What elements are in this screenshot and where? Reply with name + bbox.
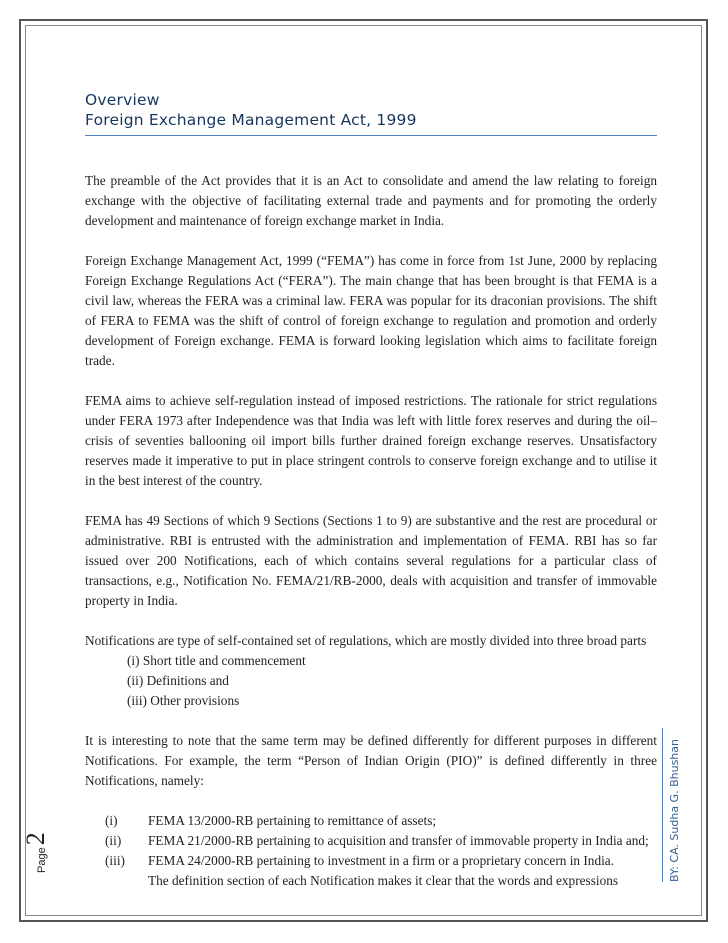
author-divider <box>662 728 663 882</box>
paragraph-fema-intro: Foreign Exchange Management Act, 1999 (“FEMA”) has come in force from 1st June, 2000 by replacing Foreign Exchange Regulations Act (“FERA”). The main change that has been brought is that FEMA is a civil law, whereas the FERA was a criminal law. FERA was popular for its draconian provisions. The shift of FERA to FEMA was the shift of control of foreign exchange to regulation and promotion and orderly development of Foreign exchange. FEMA is forward looking legislation which aims to facilitate foreign trade. <box>85 253 657 368</box>
paragraph-pio: It is interesting to note that the same term may be defined differently for different purposes in different Notifications. For example, the term “Person of Indian Origin (PIO)” is defined differently in three Notifications, namely: <box>85 733 657 788</box>
author-credit: BY: CA. Sudha G. Bhushan <box>668 739 681 882</box>
parts-list <box>85 651 657 711</box>
list-item-number: (iii) <box>105 853 125 868</box>
list-item: (i) Short title and commencement <box>127 653 306 668</box>
document-body <box>85 171 657 891</box>
list-item <box>85 831 657 851</box>
heading-title: Foreign Exchange Management Act, 1999 <box>85 111 417 129</box>
document-heading <box>85 90 657 130</box>
page-number: 2 <box>21 832 50 846</box>
paragraph-preamble: The preamble of the Act provides that it is an Act to consolidate and amend the law relating to foreign exchange with the objective of facilitating external trade and payments and for promoting the orderly development and maintenance of foreign exchange market in India. <box>85 173 657 228</box>
list-item-text: FEMA 21/2000-RB pertaining to acquisition and transfer of immovable property in India and; <box>148 833 649 848</box>
page-word: Page <box>36 847 48 873</box>
heading-underline <box>85 135 657 136</box>
notifications-list <box>85 811 657 871</box>
continuation-text: The definition section of each Notification makes it clear that the words and expressions <box>148 873 619 888</box>
list-item-text: FEMA 13/2000-RB pertaining to remittance of assets; <box>148 813 437 828</box>
paragraph-sections: FEMA has 49 Sections of which 9 Sections (Sections 1 to 9) are substantive and the rest are procedural or administrative. RBI is entrusted with the administration and implementation of FEMA. RBI has so far issued over 200 Notifications, each of which contains several regulations for a particular class of transactions, e.g., Notification No. FEMA/21/RB-2000, deals with acquisition and transfer of immovable property in India. <box>85 513 657 608</box>
paragraph-notifications: Notifications are type of self-contained set of regulations, which are mostly divided into three broad parts <box>85 633 647 648</box>
list-item <box>85 811 657 831</box>
heading-overview: Overview <box>85 91 160 109</box>
list-item-text: FEMA 24/2000-RB pertaining to investment in a firm or a proprietary concern in India. <box>148 853 615 868</box>
list-item: (iii) Other provisions <box>127 693 240 708</box>
list-item-number: (i) <box>105 813 118 828</box>
list-item: (ii) Definitions and <box>127 673 229 688</box>
list-item-number: (ii) <box>105 833 122 848</box>
list-item <box>85 851 657 871</box>
page-number-label <box>21 813 50 873</box>
paragraph-self-regulation: FEMA aims to achieve self-regulation instead of imposed restrictions. The rationale for strict regulations under FERA 1973 after Independence was that India was left with little forex reserves and during the oil–crisis of seventies ballooning oil import bills further drained foreign exchange reserves. Unsatisfactory reserves made it imperative to put in place stringent controls to conserve foreign exchange and to utilise it in the best interest of the country. <box>85 393 657 488</box>
